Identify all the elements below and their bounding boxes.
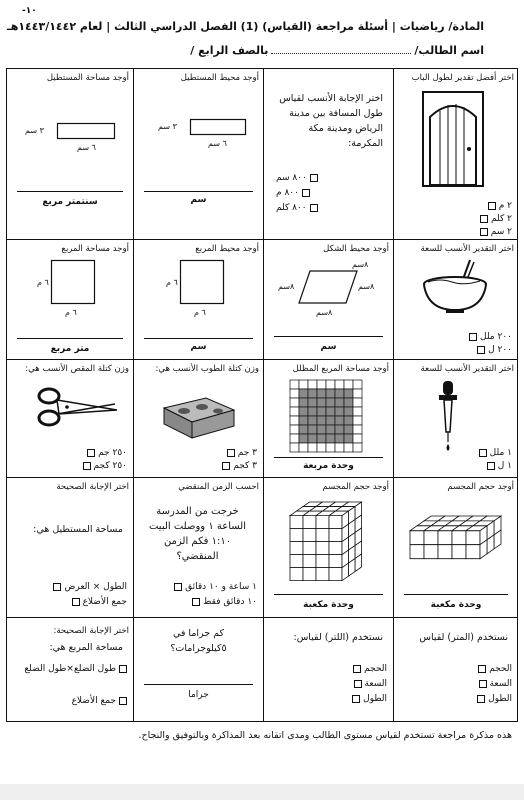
question-title: أوجد مساحة المربع المظلل [292, 364, 389, 374]
q-dropper-capacity [394, 360, 518, 477]
q-distance-cities [264, 69, 393, 239]
option-2[interactable]: ٨٠٠ م [276, 188, 310, 198]
q-elapsed-time [134, 478, 263, 617]
option-2[interactable]: ٢٠٠ ل [477, 345, 512, 355]
page-number: -١٠ [22, 6, 37, 16]
option-3[interactable]: ٨٠٠ كلم [276, 203, 318, 213]
student-name-field[interactable] [271, 53, 411, 54]
unit-label: وحدة مربعة [303, 461, 354, 471]
question-title: اختر الإجابة الصحيحة: [53, 626, 129, 636]
square-shape [51, 260, 95, 304]
q-rectangle-area-formula [7, 478, 133, 617]
question-title: أوجد محيط الشكل [323, 244, 389, 254]
rectangle-shape [190, 119, 246, 135]
question-title: احسب الزمن المنقضي [178, 482, 259, 492]
option-2[interactable]: ٣ كجم [222, 461, 257, 471]
unit-label: وحدة مكعبة [303, 600, 354, 610]
rectangle-shape [57, 123, 115, 139]
unit-label: متر مربع [50, 344, 90, 354]
answer-line[interactable] [404, 594, 508, 595]
dropper-icon [434, 380, 462, 452]
grade-label: بالصف الرابع / [190, 44, 269, 57]
q-liter-use [264, 618, 393, 723]
option-3[interactable]: الطول [477, 694, 512, 704]
q-square-area: أوجد مساحة المربع ٦ م ٦ م متر مربع [7, 240, 133, 359]
answer-line[interactable] [17, 191, 123, 192]
width-label: ٣ سم [25, 126, 44, 135]
option-1[interactable]: الحجم [353, 664, 387, 674]
option-2[interactable]: ١٠ دقائق فقط [192, 597, 257, 607]
question-title: أوجد محيط المربع [195, 244, 259, 254]
question-title: أوجد محيط المستطيل [180, 73, 259, 83]
q-scissors-mass [7, 360, 133, 477]
footer-note: هذه مذكرة مراجعة تستخدم لقياس مستوى الطالب ومدى اتقانه بعد المذاكرة وبالتوفيق والنجاح. [138, 730, 512, 741]
answer-line[interactable] [144, 684, 253, 685]
answer-line[interactable] [274, 457, 383, 458]
option-2[interactable]: ٢ كلم [480, 214, 512, 224]
answer-line[interactable] [274, 594, 383, 595]
unit-label: وحدة مكعبة [430, 600, 482, 610]
question-title: أوجد مساحة المستطيل [46, 73, 129, 83]
option-2[interactable]: جمع الأضلاع [72, 597, 127, 607]
question-text: خرجت من المدرسة الساعة ١ ووصلت البيت ١:١٠ فكم الزمن المنقضي؟ [148, 506, 246, 562]
question-text: كم جراما في ٥كيلوجرامات؟ [170, 628, 227, 654]
q-door-length [394, 69, 518, 239]
question-title: أوجد حجم المجسم [322, 482, 389, 492]
answer-line[interactable] [274, 336, 383, 337]
cube-solid [288, 500, 378, 592]
question-text: نستخدم (اللتر) لقياس: [293, 632, 383, 643]
option-1[interactable]: الحجم [478, 664, 512, 674]
bottom-strip [0, 784, 524, 800]
door-icon [422, 91, 484, 187]
length-label: ٦ سم [77, 143, 96, 152]
q-bowl-capacity [394, 240, 518, 359]
option-2[interactable]: السعة [354, 679, 387, 689]
unit-label: جراما [188, 690, 209, 700]
q-square-area-formula [7, 618, 133, 723]
question-text: مساحة المستطيل هي: [33, 524, 123, 535]
option-1[interactable]: الطول × العرض [53, 582, 127, 592]
unit-label: سم [320, 342, 337, 352]
question-title: اختر التقدير الأنسب للسعة [420, 364, 514, 374]
question-text: مساحة المربع هي: [49, 642, 123, 653]
option-1[interactable]: ٢٥٠ جم [87, 448, 127, 458]
question-title: أوجد حجم المجسم [447, 482, 514, 492]
answer-line[interactable] [144, 191, 253, 192]
option-3[interactable]: ٢ سم [480, 227, 512, 237]
option-2[interactable]: جمع الأضلاع [72, 696, 127, 706]
questions-grid [6, 68, 518, 722]
option-1[interactable]: ٢٠٠ ملل [469, 332, 512, 342]
unit-label: سم [190, 195, 207, 205]
square-shape [180, 260, 224, 304]
answer-line[interactable] [144, 338, 253, 339]
length-label: ٦ سم [208, 139, 227, 148]
q-grams-in-kg [134, 618, 263, 723]
student-info-line [190, 44, 484, 57]
question-title: وزن كتلة الطوب الأنسب هي: [155, 364, 259, 374]
student-name-label: اسم الطالب/ [414, 44, 484, 57]
question-title: اختر التقدير الأنسب للسعة [420, 244, 514, 254]
option-2[interactable]: ١ ل [487, 461, 512, 471]
question-title: وزن كتلة المقص الأنسب هي: [25, 364, 129, 374]
q-rectangle-perimeter [134, 69, 263, 239]
unit-label: سنتمتر مربع [42, 197, 98, 207]
width-label: ٣ سم [158, 122, 177, 131]
rhombus-shape [298, 270, 358, 304]
question-title: أوجد مساحة المربع [61, 244, 129, 254]
q-square-perimeter: أوجد محيط المربع ٦ م ٦ م سم [134, 240, 263, 359]
q-shaded-area [264, 360, 393, 477]
q-meter-use [394, 618, 518, 723]
answer-line[interactable] [17, 338, 123, 339]
shaded-square-grid [290, 380, 362, 452]
q-volume-2 [264, 478, 393, 617]
q-brick-mass [134, 360, 263, 477]
option-1[interactable]: ٨٠٠ سم [276, 173, 318, 183]
brick-icon [162, 384, 236, 440]
q-rectangle-area [7, 69, 133, 239]
q-volume-1 [394, 478, 518, 617]
question-text: نستخدم (المتر) لقياس [419, 632, 508, 643]
question-title: اختر الإجابة الصحيحة [56, 482, 129, 492]
option-2[interactable]: السعة [479, 679, 512, 689]
option-1[interactable]: طول الضلع×طول الضلع [19, 662, 127, 677]
cube-solid [408, 512, 508, 584]
q-shape-perimeter: أوجد محيط الشكل ٨سم ٨سم ٨سم ٨سم سم [264, 240, 393, 359]
unit-label: سم [190, 342, 207, 352]
option-2[interactable]: ٢٥٠ كجم [83, 461, 127, 471]
worksheet-header: المادة/ رياضيات | أسئلة مراجعة (القياس) (1) الفصل الدراسي الثالث | لعام ١٤٤٣/١٤٤٢هـ [6, 20, 484, 33]
scissors-icon [37, 386, 119, 428]
question-text: اختر الإجابة الأنسب لقياس طول المسافة بين مدينة الرياض ومدينة مكة المكرمة: [279, 93, 383, 149]
option-3[interactable]: الطول [352, 694, 387, 704]
option-1[interactable]: ٢ م [488, 201, 512, 211]
option-1[interactable]: ١ ملل [479, 448, 512, 458]
question-title: اختر أفضل تقدير لطول الباب [411, 73, 514, 83]
option-1[interactable]: ٣ جم [227, 448, 257, 458]
soup-bowl-icon [422, 258, 488, 314]
option-1[interactable]: ١ ساعة و ١٠ دقائق [174, 582, 257, 592]
